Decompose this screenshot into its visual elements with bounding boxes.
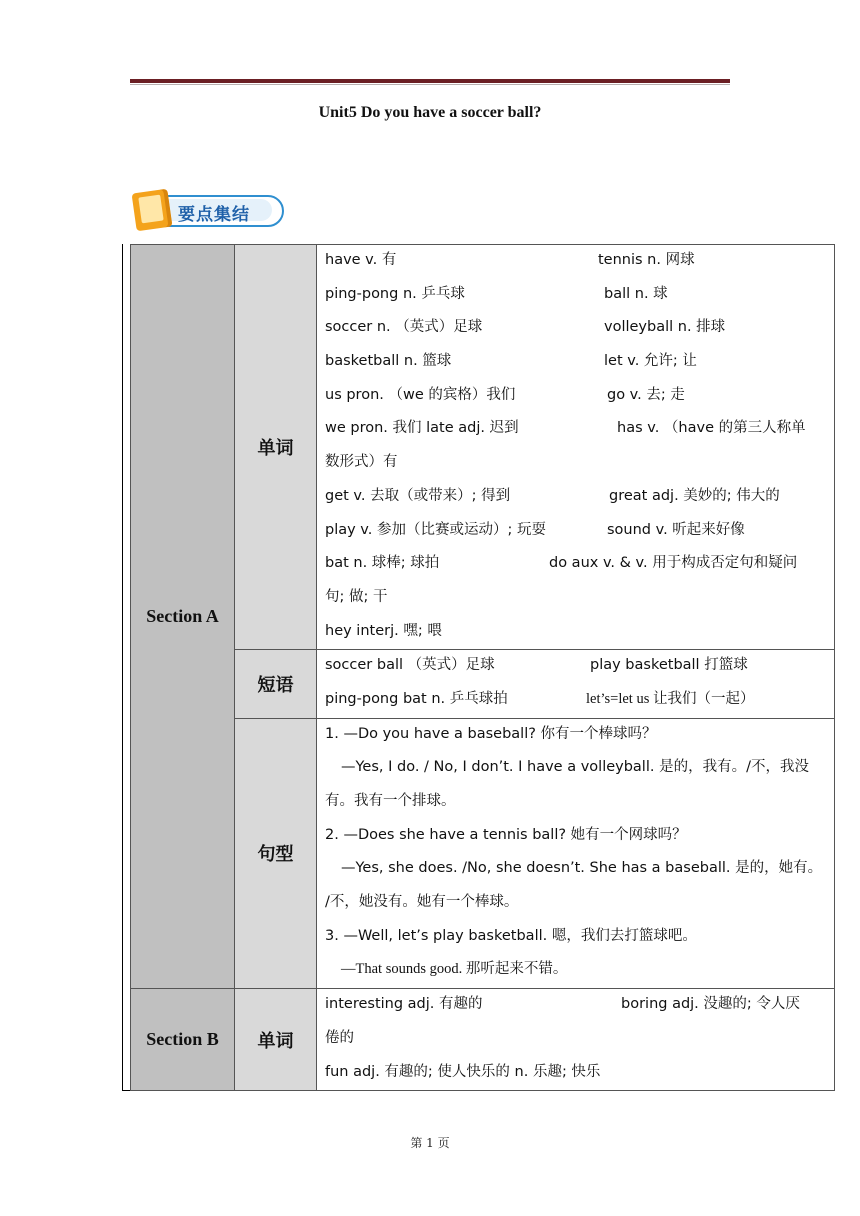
vocab-line: interesting adj. 有趣的 boring adj. 没趣的; 令人厌 bbox=[325, 996, 800, 1013]
vocab-line: us pron. （we 的宾格）我们 go v. 去; 走 bbox=[325, 386, 685, 403]
section-badge bbox=[132, 187, 284, 233]
section-b-vocab-cell bbox=[317, 989, 835, 1091]
sentence-line: 2. —Does she have a tennis ball? 她有一个网球吗？ bbox=[325, 826, 687, 843]
section-a-label: Section A bbox=[131, 245, 235, 989]
section-b-label: Section B bbox=[131, 989, 235, 1091]
vocab-line: 倦的 bbox=[325, 1029, 354, 1046]
badge-label: 要点集结 bbox=[178, 205, 250, 225]
sentence-line: —Yes, she does. /No, she doesn’t. She has a baseball. 是的，她有。 bbox=[341, 860, 823, 877]
sentence-line: —Yes, I do. / No, I don’t. I have a volleyball. 是的，我有。/不，我没 bbox=[341, 759, 809, 776]
vocab-line: fun adj. 有趣的; 使人快乐的 n. 乐趣; 快乐 bbox=[325, 1063, 601, 1080]
vocab-line: 数形式）有 bbox=[325, 454, 398, 471]
page-number: 第 1 页 bbox=[410, 1136, 450, 1150]
vocab-line: ping-pong n. 乒乓球 ball n. 球 bbox=[325, 285, 668, 302]
table-row bbox=[131, 718, 835, 989]
table-row bbox=[131, 989, 835, 1091]
section-a-vocab-label: 单词 bbox=[235, 245, 317, 650]
table-outer-border-left bbox=[122, 244, 123, 1091]
sentence-line: 有。我有一个排球。 bbox=[325, 793, 456, 809]
section-a-phrases-cell bbox=[317, 650, 835, 718]
summary-table bbox=[130, 244, 835, 1091]
vocab-line: 句; 做; 干 bbox=[325, 588, 388, 605]
vocab-line: soccer n. （英式）足球 volleyball n. 排球 bbox=[325, 319, 726, 336]
page-title: Unit5 Do you have a soccer ball? bbox=[318, 104, 542, 121]
sentence-line: 3. —Well, let’s play basketball. 嗯，我们去打篮球吧。 bbox=[325, 927, 697, 944]
section-a-sentences-label: 句型 bbox=[235, 718, 317, 989]
vocab-line: play v. 参加（比赛或运动）; 玩耍 sound v. 听起来好像 bbox=[325, 521, 745, 538]
vocab-line: bat n. 球棒; 球拍 do aux v. & v. 用于构成否定句和疑问 bbox=[325, 555, 798, 572]
vocab-line: get v. 去取（或带来）; 得到 great adj. 美妙的; 伟大的 bbox=[325, 487, 780, 504]
sentence-line: 1. —Do you have a baseball? 你有一个棒球吗？ bbox=[325, 725, 657, 742]
sentence-line: /不，她没有。她有一个棒球。 bbox=[325, 894, 519, 911]
phrase-line: soccer ball （英式）足球 play basketball 打篮球 bbox=[325, 657, 748, 674]
vocab-line: we pron. 我们 late adj. 迟到 has v. （have 的第三人称单 bbox=[325, 420, 806, 437]
vocab-line: have v. 有 tennis n. 网球 bbox=[325, 252, 695, 268]
section-a-vocab-cell bbox=[317, 245, 835, 650]
section-b-vocab-label: 单词 bbox=[235, 989, 317, 1091]
table-row bbox=[131, 650, 835, 718]
vocab-line: basketball n. 篮球 let v. 允许; 让 bbox=[325, 353, 697, 370]
section-a-phrases-label: 短语 bbox=[235, 650, 317, 718]
header-rule-thin bbox=[130, 84, 730, 85]
vocab-line: hey interj. 嘿; 喂 bbox=[325, 622, 442, 639]
book-page-icon bbox=[138, 195, 163, 224]
sentence-line: —That sounds good. 那听起来不错。 bbox=[341, 961, 568, 978]
phrase-line: ping-pong bat n. 乒乓球拍 let’s=let us 让我们（一起） bbox=[325, 690, 755, 707]
section-a-sentences-cell bbox=[317, 718, 835, 989]
table-row bbox=[131, 245, 835, 650]
header-rule bbox=[130, 79, 730, 83]
